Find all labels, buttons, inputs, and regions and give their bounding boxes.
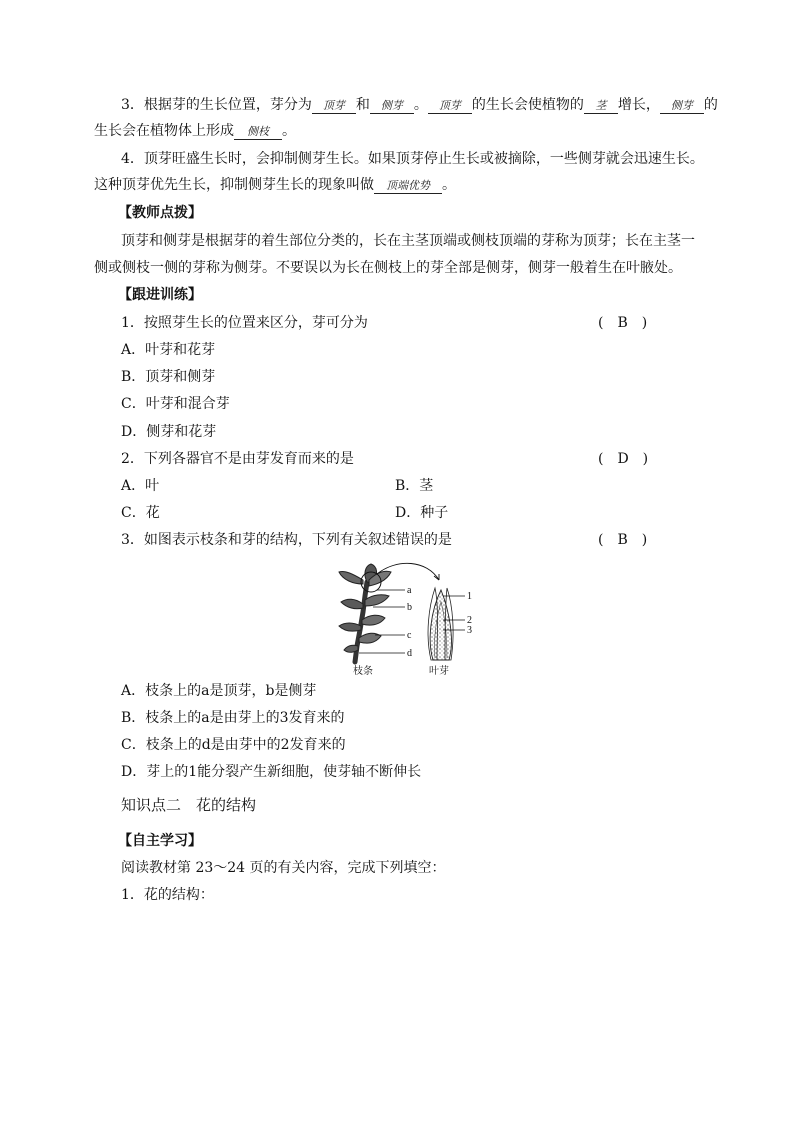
knowledge-q3-line1	[121, 96, 718, 114]
practice-q3-option-d: D．芽上的1能分裂产生新细胞，使芽轴不断伸长	[121, 764, 422, 780]
flower-structure-item: 1．花的结构：	[121, 887, 214, 903]
teacher-line-2: 侧或侧枝一侧的芽称为侧芽。不要误以为长在侧枝上的芽全部是侧芽，侧芽一般着生在叶腋处。	[94, 260, 682, 276]
bud-label-3: 3	[467, 625, 472, 636]
q3-text-7: 生长会在植物体上形成	[94, 123, 234, 139]
q3-text-3: 。	[413, 97, 428, 113]
q3-blank-2: 侧芽	[370, 99, 414, 114]
knowledge-q4-line2	[94, 176, 456, 194]
practice-q1-option-a: A．叶芽和花芽	[121, 342, 216, 358]
practice-q1-stem: 1．按照芽生长的位置来区分，芽可分为	[121, 315, 368, 331]
practice-q2-option-c: C．花	[121, 505, 160, 521]
practice-q1-option-c: C．叶芽和混合芽	[121, 396, 230, 412]
branch-label-c: c	[407, 630, 412, 641]
practice-q2-option-d: D．种子	[395, 505, 449, 521]
q3-blank-3: 顶芽	[428, 99, 472, 114]
practice-q3-option-a: A．枝条上的a是顶芽，b是侧芽	[121, 683, 317, 699]
q3-text-2: 和	[355, 97, 370, 113]
branch-drawing	[339, 564, 391, 662]
practice-heading: 【跟进训练】	[118, 287, 202, 303]
q3-text-4: 的生长会使植物的	[471, 97, 584, 113]
q3-blank-4: 茎	[584, 99, 618, 114]
reading-instruction: 阅读教材第 23～24 页的有关内容，完成下列填空：	[121, 860, 446, 876]
teacher-line-1: 顶芽和侧芽是根据芽的着生部位分类的，长在主茎顶端或侧枝顶端的芽称为顶芽；长在主茎一	[121, 233, 695, 249]
q4-text-2: 。	[442, 177, 456, 193]
self-study-heading: 【自主学习】	[118, 833, 202, 849]
practice-q1-option-d: D．侧芽和花芽	[121, 424, 217, 440]
practice-q1-answer: ( B )	[598, 315, 648, 331]
bud-label-1: 1	[467, 591, 472, 602]
practice-q3-stem: 3．如图表示枝条和芽的结构，下列有关叙述错误的是	[121, 532, 452, 548]
caption-branch: 枝条	[353, 666, 373, 677]
knowledge-q3-line2	[94, 122, 296, 140]
q4-text-1: 这种顶芽优先生长，抑制侧芽生长的现象叫做	[94, 177, 374, 193]
q3-text-5: 增长，	[617, 97, 660, 113]
practice-q2-answer: ( D )	[598, 451, 649, 467]
practice-q3-answer: ( B )	[598, 532, 648, 548]
practice-q2-stem: 2．下列各器官不是由芽发育而来的是	[121, 451, 354, 467]
branch-bud-figure	[327, 560, 487, 678]
q3-blank-1: 顶芽	[312, 99, 356, 114]
branch-label-b: b	[407, 602, 412, 613]
practice-q1-option-b: B．顶芽和侧芽	[121, 369, 216, 385]
q3-blank-6: 侧枝	[234, 125, 282, 140]
practice-q2-option-b: B．茎	[395, 478, 434, 494]
bud-label-2: 2	[467, 615, 472, 626]
branch-label-d: d	[407, 648, 412, 659]
caption-leaf-bud: 叶芽	[429, 666, 449, 677]
q3-text-8: 。	[282, 123, 296, 139]
practice-q2-option-a: A．叶	[121, 478, 160, 494]
q3-text-1: 3．根据芽的生长位置，芽分为	[121, 97, 312, 113]
q3-text-6: 的	[703, 97, 718, 113]
q3-blank-5: 侧芽	[660, 99, 704, 114]
practice-q3-option-b: B．枝条上的a是由芽上的3发育来的	[121, 710, 345, 726]
q4-blank-1: 顶端优势	[374, 179, 442, 194]
knowledge-q4-line1: 4．顶芽旺盛生长时，会抑制侧芽生长。如果顶芽停止生长或被摘除，一些侧芽就会迅速生长。	[121, 151, 704, 167]
leaf-bud-drawing	[428, 588, 453, 660]
teacher-heading: 【教师点拨】	[118, 205, 202, 221]
branch-label-a: a	[407, 585, 412, 596]
knowledge2-title: 知识点二 花的结构	[121, 796, 257, 814]
practice-q3-option-c: C．枝条上的d是由芽中的2发育来的	[121, 737, 346, 753]
